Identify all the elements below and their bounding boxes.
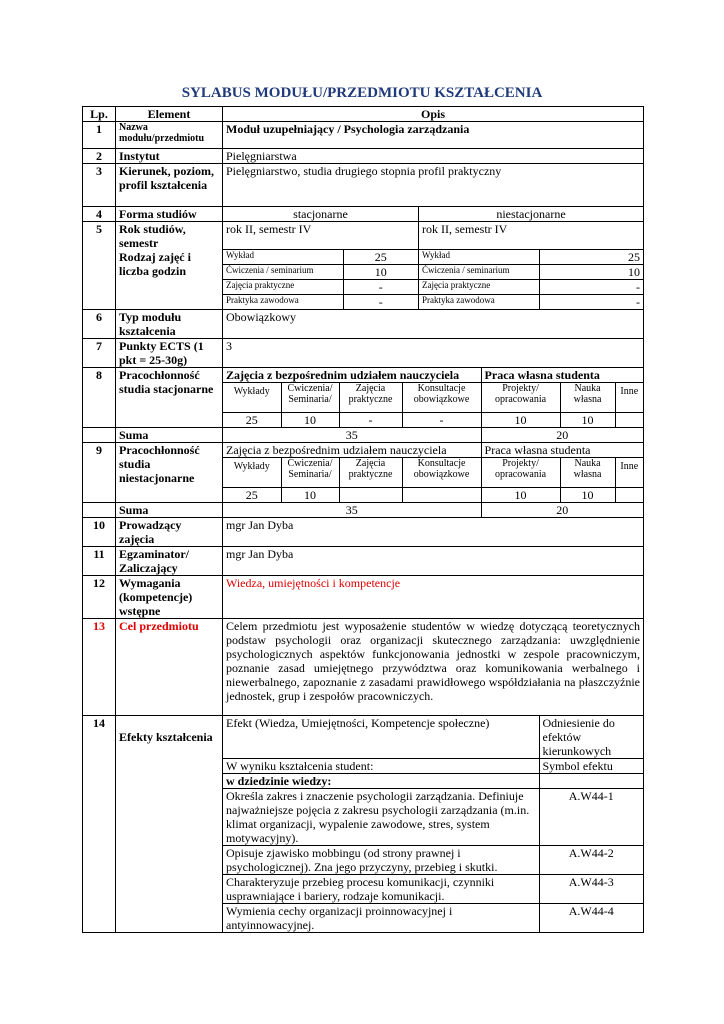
stac-year: rok II, semestr IV <box>226 222 312 236</box>
col-label-text: Inne <box>620 386 639 397</box>
row-label: Typ modułu kształcenia <box>116 310 223 339</box>
row-label-text: Efekty kształcenia <box>119 730 213 744</box>
effects-sub-right: Symbol efektu <box>539 759 643 774</box>
row-2 <box>83 149 644 164</box>
col-label <box>615 383 643 413</box>
row-number: 3 <box>83 164 116 207</box>
hours-row <box>419 295 643 310</box>
row-number: 2 <box>83 149 116 164</box>
hours-row <box>223 250 418 265</box>
niestac-year-cell <box>419 222 644 310</box>
col-label <box>281 458 339 488</box>
col-label-text: Ćwiczenia/ Seminaria/ <box>287 383 333 405</box>
row-number: 6 <box>83 310 116 339</box>
suma-row <box>223 503 643 517</box>
row-number: 11 <box>83 547 116 576</box>
suma-cell <box>223 503 644 518</box>
form-stacjonarne: stacjonarne <box>223 207 419 222</box>
row-label: Instytut <box>116 149 223 164</box>
effect-code: A.W44-1 <box>539 789 643 846</box>
form-niestacjonarne: niestacjonarne <box>419 207 644 222</box>
own-work-label: Praca własna studenta <box>481 368 643 383</box>
hours-row <box>223 265 418 280</box>
row-label <box>116 222 223 310</box>
workload-cols-row <box>223 383 643 413</box>
col-label <box>402 383 481 413</box>
suma-own: 20 <box>556 503 569 517</box>
row-number: 9 <box>83 443 116 503</box>
hours-row <box>223 280 418 295</box>
row-number: 1 <box>83 122 116 149</box>
workload-table <box>223 443 643 502</box>
effects-head <box>223 716 643 759</box>
header-opis: Opis <box>223 107 644 122</box>
suma-table <box>223 503 643 517</box>
row-value: 3 <box>223 339 644 368</box>
row-label: Egzaminator/ Zaliczający <box>116 547 223 576</box>
row-1 <box>83 122 644 149</box>
hours-value: - <box>539 280 643 295</box>
row-label: Cel przedmiotu <box>116 619 223 716</box>
col-value: 10 <box>481 488 560 503</box>
suma-table <box>223 428 643 442</box>
col-label-text: Projekty/ opracowania <box>494 383 547 405</box>
col-value: - <box>339 413 402 428</box>
col-value <box>615 413 643 428</box>
row-8 <box>83 368 644 428</box>
col-label-text: Wykłady <box>233 461 270 472</box>
col-value: - <box>402 413 481 428</box>
hours-name: Wykład <box>223 250 343 265</box>
col-label <box>339 383 402 413</box>
workload-group-row <box>223 443 643 458</box>
row-7 <box>83 339 644 368</box>
effects-subhead <box>223 759 643 774</box>
header-lp: Lp. <box>83 107 116 122</box>
col-label <box>223 458 281 488</box>
effects-section <box>223 774 643 789</box>
row-14 <box>83 716 644 933</box>
empty-cell <box>539 774 643 789</box>
col-label-text: Konsultacje obowiązkowe <box>413 383 470 405</box>
row-9 <box>83 443 644 503</box>
col-label <box>481 383 560 413</box>
col-value <box>339 488 402 503</box>
row-10 <box>83 518 644 547</box>
col-label <box>481 458 560 488</box>
row-label-hours: Rodzaj zajęć i liczba godzin <box>119 250 191 278</box>
header-element: Element <box>116 107 223 122</box>
own-work-label: Praca własna studenta <box>481 443 643 458</box>
row-label-text: Nazwa modułu/przedmiotu <box>119 122 205 144</box>
row-label: Pracochłonność studia stacjonarne <box>116 368 223 428</box>
hours-value: - <box>343 280 418 295</box>
row-value: Pielęgniarstwo, studia drugiego stopnia profil praktyczny <box>223 164 644 207</box>
row-number: 4 <box>83 207 116 222</box>
effects-section-label: w dziedzinie wiedzy: <box>223 774 539 789</box>
col-label <box>281 383 339 413</box>
hours-value: 10 <box>343 265 418 280</box>
suma-label: Suma <box>116 428 223 443</box>
col-label-text: Inne <box>620 461 639 472</box>
suma-contact: 35 <box>223 428 481 442</box>
hours-row <box>419 280 643 295</box>
row-8-suma <box>83 428 644 443</box>
col-value <box>402 488 481 503</box>
suma-cell <box>223 428 644 443</box>
row-number: 13 <box>83 619 116 716</box>
row-4 <box>83 207 644 222</box>
row-value: Wiedza, umiejętności i kompetencje <box>223 576 644 619</box>
row-value: mgr Jan Dyba <box>223 518 644 547</box>
row-11 <box>83 547 644 576</box>
col-label <box>615 458 643 488</box>
row-3 <box>83 164 644 207</box>
row-value: Obowiązkowy <box>223 310 644 339</box>
col-label <box>339 458 402 488</box>
row-number: 7 <box>83 339 116 368</box>
row-13 <box>83 619 644 716</box>
hours-name: Wykład <box>419 250 539 265</box>
hours-row <box>419 250 643 265</box>
workload-values-row <box>223 413 643 428</box>
empty-cell <box>83 428 116 443</box>
hours-value: 10 <box>539 265 643 280</box>
row-label: Prowadzący zajęcia <box>116 518 223 547</box>
hours-value: 25 <box>343 250 418 265</box>
effects-head-right: Odniesienie do efektów kierunkowych <box>539 716 643 759</box>
contact-hours-label: Zajęcia z bezpośrednim udziałem nauczyciela <box>223 443 481 458</box>
hours-name: Zajęcia praktyczne <box>223 280 343 295</box>
row-label <box>116 122 223 149</box>
effect-code: A.W44-2 <box>539 846 643 875</box>
effect-row <box>223 846 643 875</box>
workload-table <box>223 368 643 427</box>
niestac-hours-table <box>419 249 643 309</box>
effect-code: A.W44-3 <box>539 875 643 904</box>
row-6 <box>83 310 644 339</box>
col-label-text: Zajęcia praktyczne <box>348 458 393 480</box>
hours-name: Praktyka zawodowa <box>419 295 539 310</box>
hours-name: Ćwiczenia / seminarium <box>223 265 343 280</box>
row-label-text: Rok studiów, semestr <box>119 222 186 250</box>
suma-label: Suma <box>116 503 223 518</box>
stac-hours-table <box>223 249 418 309</box>
effects-table <box>223 716 643 932</box>
col-value: 25 <box>223 413 281 428</box>
contact-hours-label: Zajęcia z bezpośrednim udziałem nauczyciela <box>223 368 481 383</box>
row-5 <box>83 222 644 310</box>
row-value: Pielęgniarstwa <box>223 149 644 164</box>
suma-contact: 35 <box>223 503 481 517</box>
col-value: 10 <box>560 413 615 428</box>
workload-cell <box>223 443 644 503</box>
effects-head-left: Efekt (Wiedza, Umiejętności, Kompetencje społeczne) <box>223 716 539 759</box>
col-label-text: Nauka własna <box>573 458 602 480</box>
row-label: Punkty ECTS (1 pkt = 25-30g) <box>116 339 223 368</box>
niestac-year: rok II, semestr IV <box>422 222 508 236</box>
col-value: 10 <box>481 413 560 428</box>
effects-cell <box>223 716 644 933</box>
col-value: 10 <box>281 488 339 503</box>
effects-sub-left: W wyniku kształcenia student: <box>223 759 539 774</box>
effect-row <box>223 875 643 904</box>
row-label: Forma studiów <box>116 207 223 222</box>
row-9-suma <box>83 503 644 518</box>
hours-value: 25 <box>539 250 643 265</box>
row-number: 5 <box>83 222 116 310</box>
hours-value: - <box>539 295 643 310</box>
row-value: mgr Jan Dyba <box>223 547 644 576</box>
col-label-text: Projekty/ opracowania <box>495 458 547 480</box>
col-value: 25 <box>223 488 281 503</box>
col-value: 10 <box>281 413 339 428</box>
workload-cols-row <box>223 458 643 488</box>
hours-row <box>419 265 643 280</box>
row-label <box>116 716 223 933</box>
syllabus-table <box>82 106 644 933</box>
row-number: 14 <box>83 716 116 933</box>
hours-name: Praktyka zawodowa <box>223 295 343 310</box>
effect-text: Wymienia cechy organizacji proinnowacyjnej i antyinnowacyjnej. <box>223 904 539 933</box>
col-label <box>402 458 481 488</box>
effect-text: Opisuje zjawisko mobbingu (od strony prawnej i psychologicznej). Zna jego przyczyny, przebieg i skutki. <box>223 846 539 875</box>
workload-cell <box>223 368 644 428</box>
page-title: SYLABUS MODUŁU/PRZEDMIOTU KSZTAŁCENIA <box>181 85 543 101</box>
row-number: 12 <box>83 576 116 619</box>
col-label <box>223 383 281 413</box>
hours-value: - <box>343 295 418 310</box>
row-12 <box>83 576 644 619</box>
row-value: Moduł uzupełniający / Psychologia zarządzania <box>223 122 644 149</box>
col-label-text: Zajęcia praktyczne <box>348 383 393 405</box>
header-row <box>83 107 644 122</box>
effect-row <box>223 904 643 933</box>
row-label: Pracochłonność studia niestacjonarne <box>116 443 223 503</box>
col-label-text: Wykłady <box>233 386 270 397</box>
row-number: 8 <box>83 368 116 428</box>
col-label-text: Nauka własna <box>573 383 602 405</box>
suma-row <box>223 428 643 442</box>
col-label-text: Ćwiczenia/ Seminaria/ <box>287 458 333 480</box>
col-label <box>560 458 615 488</box>
effect-text: Określa zakres i znaczenie psychologii zarządzania. Definiuje najważniejsze pojęcia z zakresu psychologii zarządzania (m.in. klimat organizacji, wypalenie zawodowe, stres, system motywacyjny). <box>223 789 539 846</box>
suma-own: 20 <box>556 428 569 442</box>
row-label: Kierunek, poziom, profil kształcenia <box>116 164 223 207</box>
hours-row <box>223 295 418 310</box>
workload-group-row <box>223 368 643 383</box>
stac-year-cell <box>223 222 419 310</box>
col-label-text: Konsultacje obowiązkowe <box>413 458 470 480</box>
workload-values-row <box>223 488 643 503</box>
row-number: 10 <box>83 518 116 547</box>
row-value: Celem przedmiotu jest wyposażenie studentów w wiedzę dotyczącą teoretycznych podstaw psychologii oraz organizacji skutecznego zarządzania: uwzględnienie psychologicznych aspektów funkcjonowania jednostki w zespole pracowniczym, poznanie zasad umiejętnego przywództwa oraz komunikowania werbalnego i niewerbalnego, zapoznanie z zasadami prawidłowego współdziałania na płaszczyźnie jednostek, grup i zespołów pracowniczych. <box>223 619 644 716</box>
effect-code: A.W44-4 <box>539 904 643 933</box>
col-label <box>560 383 615 413</box>
hours-name: Zajęcia praktyczne <box>419 280 539 295</box>
empty-cell <box>83 503 116 518</box>
row-label: Wymagania (kompetencje) wstępne <box>116 576 223 619</box>
hours-name: Ćwiczenia / seminarium <box>419 265 539 280</box>
effect-text: Charakteryzuje przebieg procesu komunikacji, czynniki usprawniające i bariery, rodzaje komunikacji. <box>223 875 539 904</box>
effect-row <box>223 789 643 846</box>
col-value: 10 <box>560 488 615 503</box>
col-value <box>615 488 643 503</box>
